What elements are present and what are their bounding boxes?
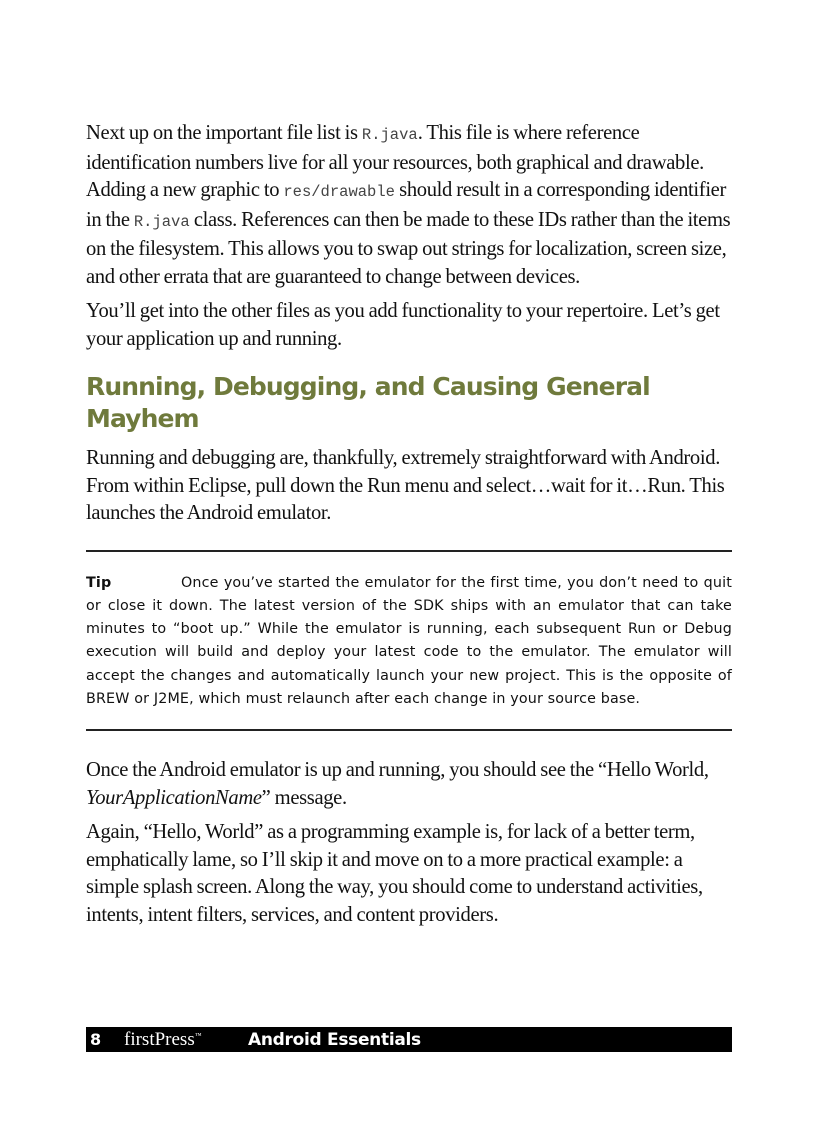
book-title: Android Essentials (248, 1029, 421, 1050)
section-heading: Running, Debugging, and Causing General Mayhem (86, 372, 650, 433)
tip-body: Once you’ve started the emulator for the first time, you don’t need to quit or close it down. The latest version of the SDK ships with an emulator that can take minutes to “boot up.” While the emulator is running, each subsequent Run or Debug execution will build and deploy your latest code to the emulator. The emulator will accept the changes and automatically launch your new project. This is the opposite of BREW or J2ME, which must relaunch after each change in your source base. (86, 574, 732, 707)
tip-label: Tip (86, 574, 112, 591)
paragraph-other-files: You’ll get into the other files as you add functionality to your repertoire. Let’s get your application up and running. (86, 300, 720, 350)
code-res-drawable: res/drawable (283, 183, 395, 201)
tip-text (86, 572, 732, 712)
tip-box (86, 550, 732, 732)
publisher-logo: firstPress™ (124, 1028, 202, 1050)
paragraph-hello-world: Once the Android emulator is up and running, you should see the “Hello World, YourApplicationName” message. (86, 759, 709, 809)
app-name-placeholder: YourApplicationName (86, 786, 262, 809)
page-footer (86, 1027, 732, 1052)
page-body (86, 120, 732, 936)
page-number: 8 (90, 1030, 102, 1049)
code-r-java: R.java (133, 212, 190, 231)
paragraph-rjava: Next up on the important file list is R.java. This file is where reference identification numbers live for all your resources, both graphical and drawable. Adding a new graphic to res/drawable should result in a corresponding identifier in the R.java class. References can then be made to these IDs rather than the items on the filesystem. This allows you to swap out strings for localization, screen size, and other errata that are guaranteed to change between devices. (86, 122, 731, 288)
paragraph-splash: Again, “Hello, World” as a programming example is, for lack of a better term, emphatically lame, so I’ll skip it and move on to a more practical example: a simple splash screen. Along the way, you should come to understand activities, intents, intent filters, services, and content providers. (86, 821, 703, 926)
paragraph-running: Running and debugging are, thankfully, extremely straightforward with Android. From within Eclipse, pull down the Run menu and select…wait for it…Run. This launches the Android emulator. (86, 447, 725, 524)
code-r-java: R.java (361, 126, 418, 144)
